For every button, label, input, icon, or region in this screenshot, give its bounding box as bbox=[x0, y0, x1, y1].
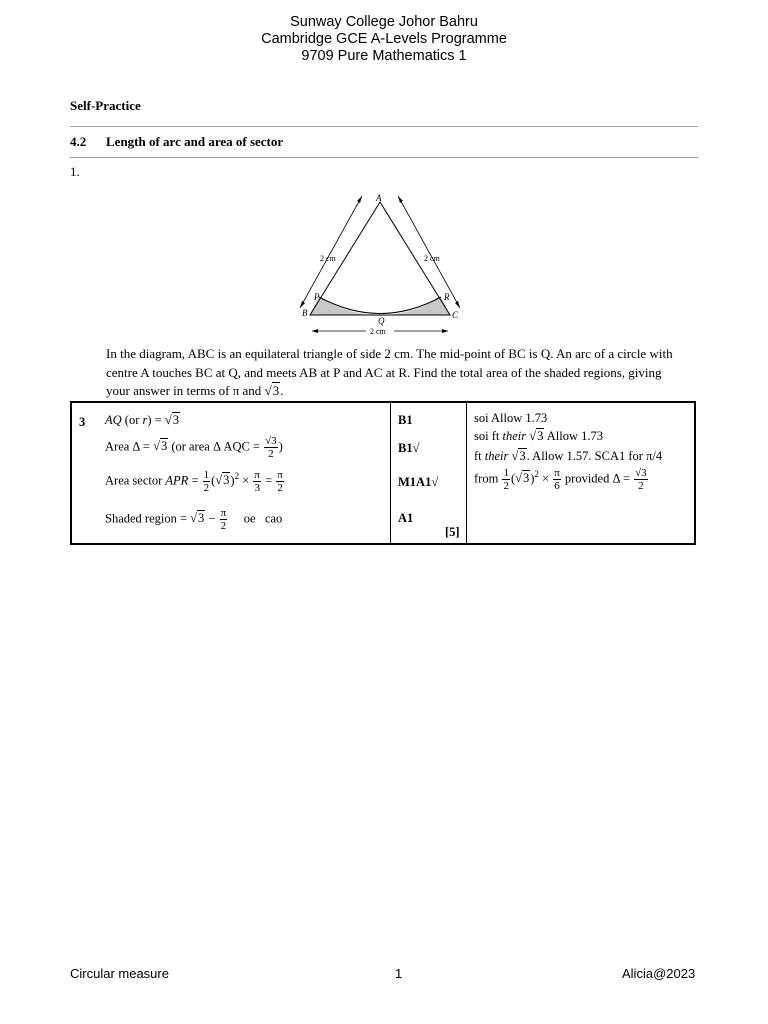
comment-row-2 bbox=[474, 429, 603, 444]
working-text: APR bbox=[165, 473, 189, 488]
comment-row-1: soi Allow 1.73 bbox=[474, 411, 548, 425]
comment-text: from bbox=[474, 471, 502, 486]
question-line-text: . bbox=[280, 383, 284, 398]
footer-topic: Circular measure bbox=[70, 966, 169, 981]
working-row-2 bbox=[105, 435, 283, 460]
section-title: Length of arc and area of sector bbox=[106, 134, 284, 149]
denominator: 2 bbox=[277, 482, 283, 494]
working-text: = bbox=[188, 473, 202, 488]
arrowhead bbox=[312, 329, 318, 333]
comment-row-3 bbox=[474, 449, 662, 464]
numerator: 1 bbox=[203, 469, 210, 481]
mark-row-1: B1 bbox=[398, 413, 413, 427]
sqrt-symbol: √3 bbox=[511, 449, 526, 463]
comment-text: Allow 1.73 bbox=[544, 429, 604, 443]
arrowhead bbox=[398, 196, 403, 203]
radicand: 3 bbox=[272, 383, 280, 398]
side-label-bottom: 2 cm bbox=[370, 327, 386, 336]
radicand: 3 bbox=[198, 511, 205, 526]
fraction bbox=[220, 507, 228, 532]
side-label-right: 2 cm bbox=[424, 254, 440, 263]
comment-text: their bbox=[484, 449, 509, 463]
sqrt-symbol: √3 bbox=[190, 511, 205, 526]
working-text: (or area Δ AQC = bbox=[168, 439, 264, 454]
mark-row-2: B1√ bbox=[398, 441, 420, 455]
denominator: 2 bbox=[268, 448, 274, 460]
section-number: 4.2 bbox=[70, 134, 87, 149]
mark-row-4: A1 bbox=[398, 511, 414, 525]
working-text: × bbox=[239, 473, 253, 488]
triangle-diagram bbox=[290, 190, 480, 340]
mark-row-3: M1A1√ bbox=[398, 475, 439, 489]
college-name: Sunway College Johor Bahru bbox=[290, 14, 478, 30]
radicand: 3 bbox=[160, 439, 168, 454]
denominator: 2 bbox=[220, 520, 227, 532]
denominator: 6 bbox=[554, 480, 560, 492]
sqrt-symbol: √3 bbox=[164, 413, 179, 427]
divider bbox=[70, 157, 698, 158]
arrowhead bbox=[357, 196, 362, 203]
sqrt-symbol: √3 bbox=[264, 383, 280, 398]
question-line-text: your answer in terms of π and bbox=[106, 383, 265, 398]
question-line bbox=[106, 382, 704, 401]
working-text: (or bbox=[121, 413, 143, 427]
arrowhead bbox=[300, 301, 305, 308]
fraction bbox=[203, 469, 211, 494]
footer-page-number: 1 bbox=[395, 966, 403, 981]
section-label: Self-Practice bbox=[70, 98, 141, 113]
column-divider bbox=[390, 403, 391, 543]
markscheme-table bbox=[70, 401, 696, 545]
fraction bbox=[634, 467, 648, 492]
label-c: C bbox=[452, 310, 459, 320]
comment-text: soi ft bbox=[474, 429, 503, 443]
denominator: 2 bbox=[203, 482, 210, 494]
numerator: √3 bbox=[635, 467, 647, 479]
comment-row-3-formula: from $\frac{1}{2}$ $(√3)^2$ × $\frac{\pi}{6}$ provided Δ = $\frac{√3}{2}$ bbox=[474, 467, 647, 492]
dimension-line-ab bbox=[300, 196, 362, 308]
footer-author: Alicia@2023 bbox=[622, 966, 696, 981]
radicand: 3 bbox=[522, 471, 530, 486]
radicand: 3 bbox=[172, 413, 179, 427]
label-a: A bbox=[376, 193, 382, 203]
fraction bbox=[276, 469, 284, 494]
exponent: 2 bbox=[534, 469, 539, 480]
working-text: = bbox=[261, 473, 276, 488]
numerator: 1 bbox=[503, 467, 509, 479]
numerator: π bbox=[554, 467, 560, 479]
radicand: 3 bbox=[641, 467, 647, 479]
denominator: 2 bbox=[503, 480, 509, 492]
working-row-1 bbox=[105, 413, 180, 428]
question-line: In the diagram, ABC is an equilateral triangle of side 2 cm. The mid-point of BC is Q. An arc of a circle with bbox=[106, 346, 673, 361]
question-number: 1. bbox=[70, 164, 80, 179]
working-text: Shaded region = bbox=[105, 511, 191, 526]
label-b: B bbox=[302, 308, 308, 318]
working-row-3: Area sector APR = $\frac{1}{2}$ $(√3)^2$ × $\frac{\pi}{3}$ = $\frac{\pi}{2}$ bbox=[105, 469, 283, 494]
column-divider bbox=[466, 403, 467, 543]
question-text bbox=[106, 345, 704, 401]
sqrt-symbol: √3 bbox=[153, 439, 168, 454]
denominator: 2 bbox=[638, 480, 644, 492]
working-text: ) bbox=[278, 439, 283, 454]
label-p: P bbox=[314, 292, 320, 302]
comment-text: ft bbox=[474, 449, 485, 463]
numerator: √3 bbox=[265, 435, 277, 447]
comment-text: . Allow 1.57. SCA1 for π/4 bbox=[526, 449, 663, 463]
radicand: 3 bbox=[519, 449, 526, 463]
comment-text: their bbox=[502, 429, 527, 443]
sqrt-symbol: √3 bbox=[215, 473, 230, 488]
sqrt-symbol: √3 bbox=[515, 471, 530, 486]
total-marks: [5] bbox=[445, 525, 460, 539]
label-r: R bbox=[444, 292, 450, 302]
fraction bbox=[253, 469, 261, 494]
dimension-line-ac bbox=[398, 196, 460, 308]
divider bbox=[70, 126, 698, 127]
comment-text: provided Δ = bbox=[561, 471, 634, 486]
fraction bbox=[502, 467, 510, 492]
numerator: π bbox=[277, 469, 283, 481]
programme-name: Cambridge GCE A-Levels Programme bbox=[261, 31, 507, 47]
radicand: 3 bbox=[537, 429, 544, 443]
denominator: 3 bbox=[254, 482, 260, 494]
arrowhead bbox=[442, 329, 448, 333]
working-text: AQ bbox=[105, 413, 122, 427]
side-label-left: 2 cm bbox=[320, 254, 336, 263]
course-name: 9709 Pure Mathematics 1 bbox=[301, 48, 467, 64]
fraction bbox=[264, 435, 278, 460]
markscheme-question-number: 3 bbox=[79, 415, 86, 429]
working-text: r bbox=[142, 413, 148, 427]
radicand: 3 bbox=[223, 473, 230, 488]
comment-text: × bbox=[538, 471, 553, 486]
sqrt-symbol: √3 bbox=[529, 429, 544, 443]
numerator: π bbox=[254, 469, 260, 481]
working-text: oe cao bbox=[228, 511, 283, 526]
working-text: ) = bbox=[147, 413, 165, 427]
fraction bbox=[553, 467, 561, 492]
numerator: π bbox=[220, 507, 227, 519]
question-line: centre A touches BC at Q, and meets AB at P and AC at R. Find the total area of the shaded regions, giving bbox=[106, 364, 662, 380]
working-text: Area Δ = bbox=[105, 439, 154, 454]
working-text: − bbox=[205, 511, 219, 526]
arrowhead bbox=[455, 301, 460, 308]
working-text: Area sector bbox=[105, 473, 166, 488]
exponent: 2 bbox=[234, 471, 240, 482]
label-q: Q bbox=[378, 316, 385, 326]
radicand: 3 bbox=[271, 435, 277, 447]
document-header bbox=[0, 14, 768, 65]
working-row-4 bbox=[105, 507, 282, 532]
